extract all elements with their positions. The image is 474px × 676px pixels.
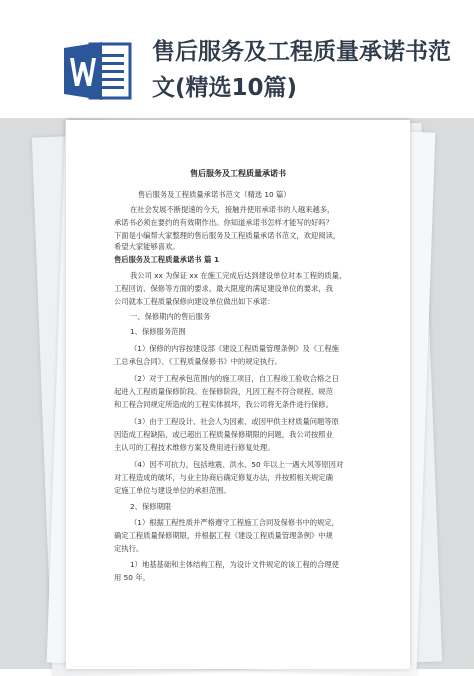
text-line: 1）地基基础和主体结构工程，为设计文件规定的该工程的合理使	[130, 560, 339, 569]
text-line: 定施工单位与建设单位的承担范围。	[114, 486, 231, 495]
text-line: 在社会发展不断提速的今天，接触并使用承诺书的人越来越多，	[130, 205, 335, 214]
text-line: 1、保修服务范围	[130, 327, 186, 336]
text-line: 工程回访、保修等方面的要求，最大限度的满足建设单位的要求，我	[114, 284, 333, 293]
word-document-icon	[62, 40, 134, 102]
text-line: 起进入工程质量保修阶段。在保修阶段，凡因工程不符合规程、规范	[114, 387, 333, 396]
text-line: （3）由于工程设计、社会人为因素、或因甲供主材质量问题等原	[130, 417, 339, 426]
text-line: 公司就本工程质量保修向建设单位做出如下承诺：	[114, 297, 275, 306]
text-line: 主认可的工程技术维修方案及费用进行修复处理。	[114, 443, 275, 452]
text-line: （2）对于工程承包范围内的施工项目，自工程竣工验收合格之日	[130, 374, 339, 383]
text-line: 承诺书必须在要约的有效期作出。你知道承诺书怎样才能写的好吗？	[114, 218, 333, 227]
header-banner	[0, 0, 474, 118]
text-line: 我公司 xx 为保证 xx 在施工完成后达到建设单位对本工程的质量、	[130, 271, 347, 280]
text-line: （1）保修的内容按建设部《建设工程质量管理条例》及《工程施	[130, 344, 339, 353]
page-title	[152, 34, 452, 106]
text-line: 和工程合同规定所造成的工程实体损坏，我公司将无条件进行保修。	[114, 400, 333, 409]
text-line: 用 50 年。	[114, 573, 150, 582]
title-line-2: 文(精选10篇)	[152, 75, 298, 101]
title-line-1: 售后服务及工程质量承诺书范	[152, 39, 451, 65]
text-line: 售后服务及工程质量承诺书范文（精选 10 篇）	[138, 190, 291, 199]
text-line: 确定工程质量保修期限，并根据工程《建设工程质量管理条例》中规	[114, 531, 333, 540]
document-page	[66, 120, 410, 669]
section-heading: 售后服务及工程质量承诺书 篇 1	[114, 255, 220, 264]
text-line: （1）根据工程性质并严格遵守工程施工合同及保修书中的规定，	[130, 518, 339, 527]
text-line: 定执行。	[114, 544, 144, 553]
text-line: 对工程造成的破坏，与业主协商后确定修复办法，并按照相关规定确	[114, 473, 333, 482]
text-line: 希望大家能够喜欢。	[114, 242, 180, 251]
text-line: 2、保修期限	[130, 502, 172, 511]
text-line: （4）因不可抗力，包括地震、洪水、50 年以上一遇大风等原因对	[130, 460, 344, 469]
document-title: 售后服务及工程质量承诺书	[190, 169, 286, 178]
text-line: 下面是小编帮大家整理的售后服务及工程质量承诺书范文，欢迎阅读，	[114, 231, 341, 240]
text-line: 工总承包合同》、《工程质量保修书》中的规定执行。	[114, 357, 282, 366]
text-line: 因造成工程缺陷，或已超出工程质量保修期限的问题，我公司按照业	[114, 430, 333, 439]
text-line: 一、保修期内的售后服务	[130, 312, 211, 321]
